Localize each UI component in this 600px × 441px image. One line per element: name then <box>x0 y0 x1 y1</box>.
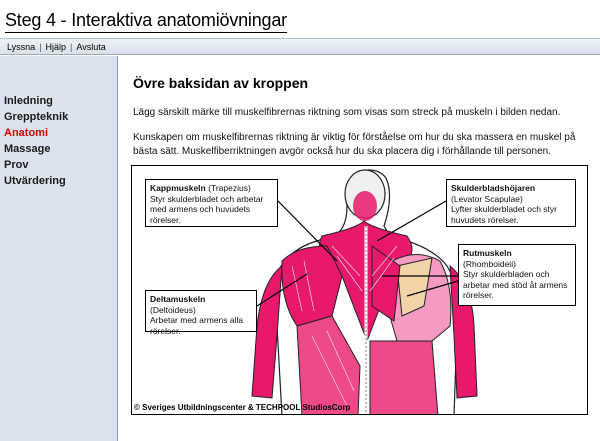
left-arm-muscle <box>252 266 282 398</box>
trapezius-desc: Styr skulderbladet och arbetar med armens och huvudets rörelser. <box>150 193 264 225</box>
copyright-notice: © Sveriges Utbildningscenter & TECHPOOL StudiosCorp <box>134 403 351 412</box>
sidebar-item-anatomi[interactable]: Anatomi <box>4 127 48 139</box>
left-deltoid-muscle <box>282 246 342 326</box>
anatomy-figure <box>131 165 588 415</box>
deltoid-desc: Arbetar med armens alla rörelser. <box>150 315 244 336</box>
rhomboid-latin: (Rhomboideii) <box>463 258 516 269</box>
deltoid-label <box>145 290 257 336</box>
trapezius-name: Kappmuskeln <box>150 183 206 193</box>
trapezius-latin: (Trapezius) <box>208 183 251 193</box>
rhomboid-label <box>458 244 576 306</box>
section-title: Övre baksidan av kroppen <box>133 75 309 91</box>
neck-muscle <box>353 191 377 221</box>
intro-paragraph: Lägg särskilt märke till muskelfibrernas riktning som visas som streck på muskeln i bilden nedan. <box>133 107 561 118</box>
deltoid-latin: (Deltoideus) <box>150 304 196 315</box>
exit-button[interactable]: Avsluta <box>76 41 106 52</box>
trapezius-label <box>145 179 278 227</box>
levator-label <box>446 179 576 227</box>
toolbar <box>0 38 600 55</box>
rhomboid-name: Rutmuskeln <box>463 248 512 258</box>
sidebar-item-prov[interactable]: Prov <box>4 159 29 171</box>
levator-desc: Lyfter skulderbladet och styr huvudets rörelser. <box>451 204 557 225</box>
sidebar-item-greppteknik[interactable]: Greppteknik <box>4 111 69 123</box>
deltoid-name: Deltamuskeln <box>150 294 206 304</box>
levator-name: Skulderbladshöjaren <box>451 183 536 193</box>
right-latissimus-muscle <box>370 341 438 415</box>
listen-button[interactable]: Lyssna <box>7 41 36 52</box>
help-button[interactable]: Hjälp <box>45 41 67 52</box>
sidebar <box>0 56 118 441</box>
sidebar-item-inledning[interactable]: Inledning <box>4 95 53 107</box>
sidebar-item-utvardering[interactable]: Utvärdering <box>4 175 66 187</box>
toolbar-separator: | <box>39 41 42 52</box>
page-title: Steg 4 - Interaktiva anatomiövningar <box>5 10 287 33</box>
rhomboid-desc: Styr skulderbladen och arbetar med stöd åt armens rörelser. <box>463 269 568 300</box>
sidebar-item-massage[interactable]: Massage <box>4 143 51 155</box>
levator-latin: (Levator Scapulae) <box>451 193 523 204</box>
toolbar-separator: | <box>70 41 73 52</box>
explanation-paragraph: Kunskapen om muskelfibrernas riktning är viktig för förståelse om hur du ska massera en muskel på bästa sätt. Muskelfiberriktningen avgör också hur du ska placera dig i förhållande till personen. <box>133 132 576 157</box>
